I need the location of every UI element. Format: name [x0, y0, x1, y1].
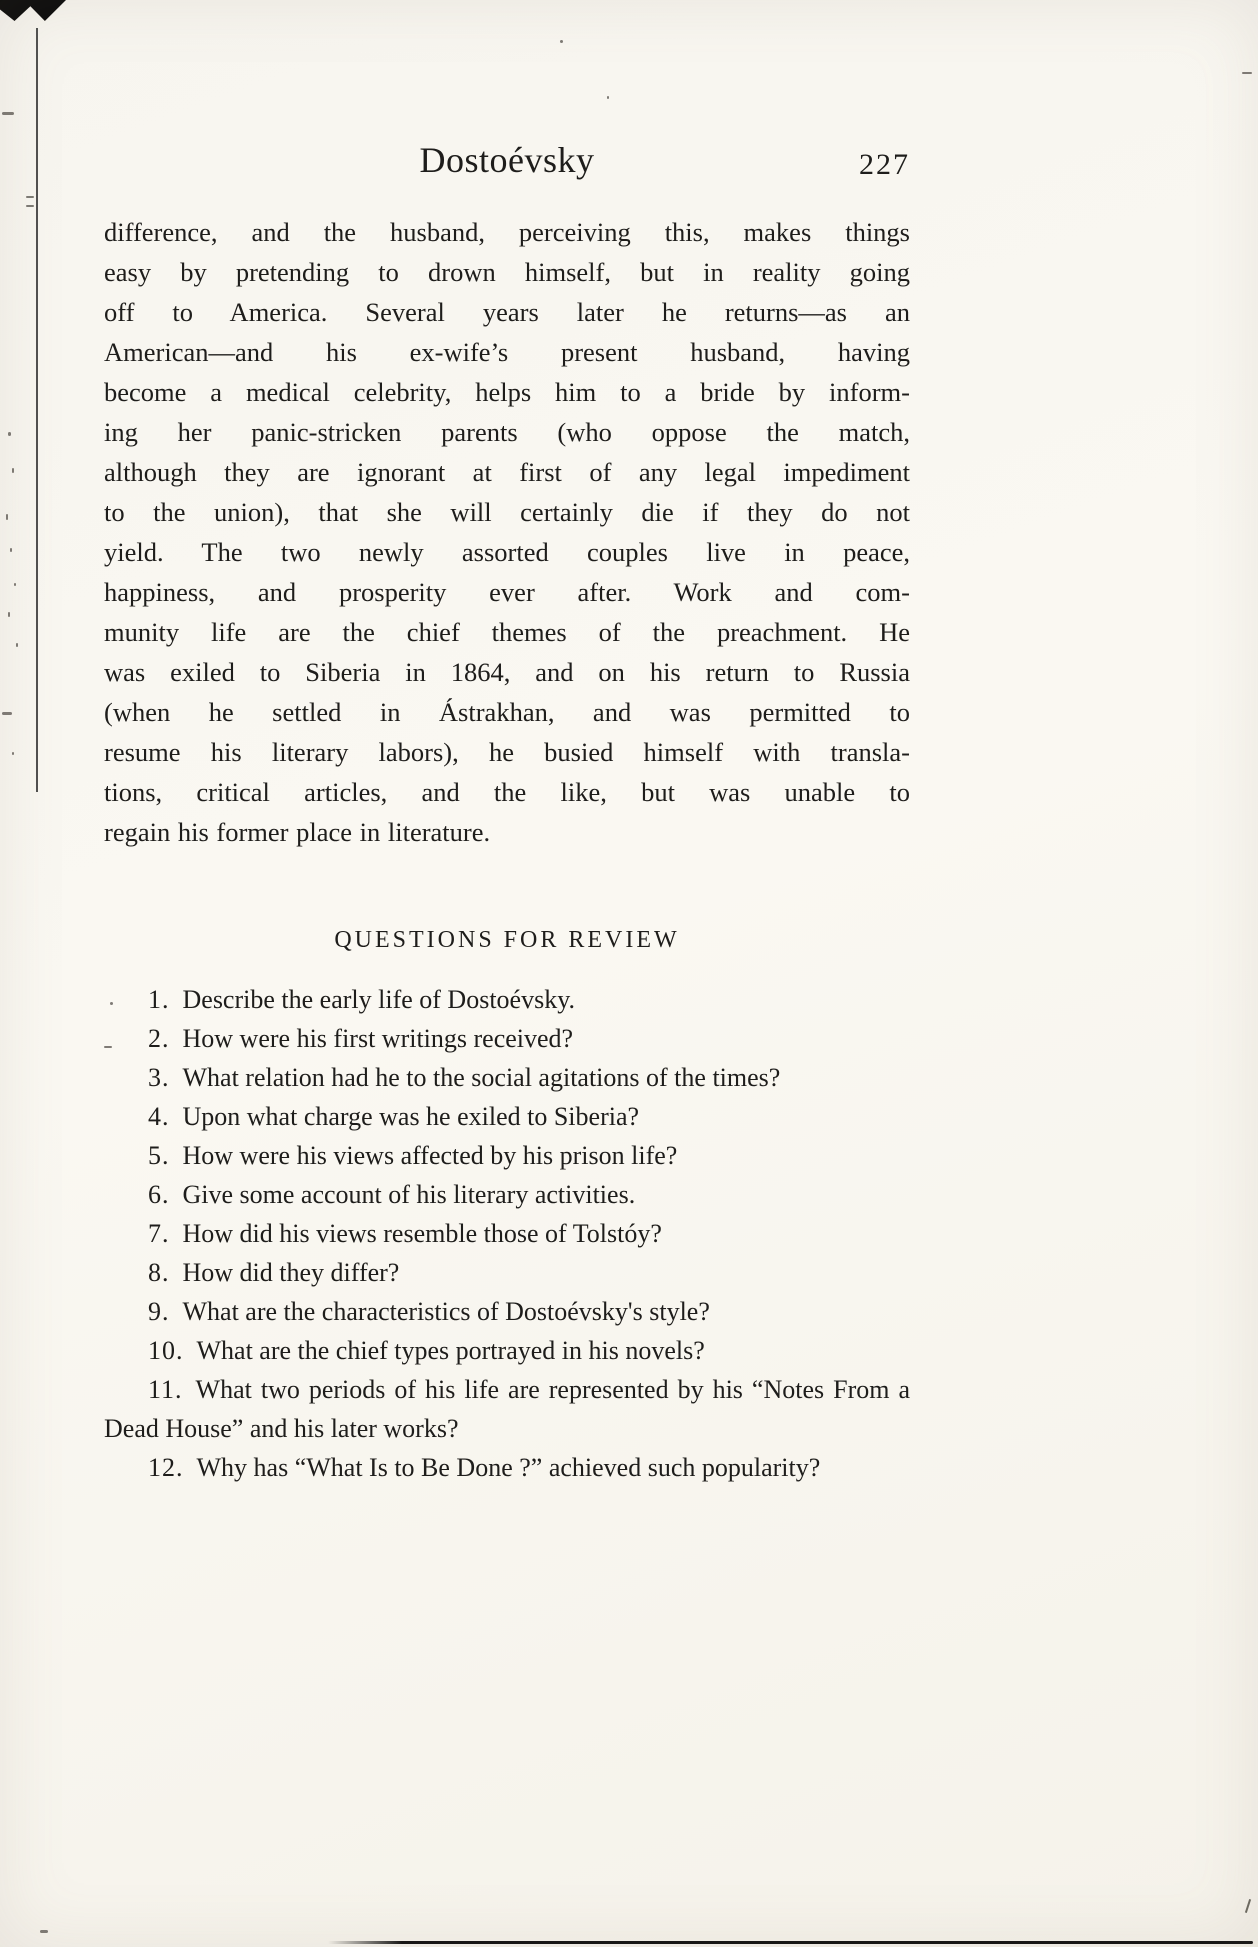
- margin-speck: [26, 196, 34, 198]
- question-number: 5.: [148, 1141, 170, 1170]
- paragraph-line: ing her panic-stricken parents (who oppose the match,: [104, 417, 910, 447]
- question-number: 9.: [148, 1297, 170, 1326]
- paragraph-line: to the union), that she will certainly die if they do not: [104, 497, 910, 527]
- question-item-4: [104, 1097, 910, 1136]
- question-item-8: [104, 1253, 910, 1292]
- margin-speck: [2, 112, 14, 115]
- question-item-11: [104, 1370, 910, 1448]
- question-item-1: [104, 980, 910, 1019]
- page-header: [104, 136, 910, 184]
- question-text: How did his views resemble those of Tolstóy?: [182, 1219, 662, 1248]
- margin-speck: [14, 583, 16, 586]
- page-title: Dostoévsky: [419, 140, 595, 180]
- page-number: 227: [859, 148, 910, 181]
- margin-speck: [10, 548, 12, 552]
- left-margin-rule: [36, 28, 38, 792]
- question-number: 11.: [148, 1375, 183, 1404]
- question-number: 3.: [148, 1063, 170, 1092]
- question-item-12: [104, 1448, 910, 1487]
- question-number: 7.: [148, 1219, 170, 1248]
- question-text: Give some account of his literary activities.: [182, 1180, 636, 1209]
- question-text: What two periods of his life are represented by his “Notes From a Dead House” and his later works?: [104, 1375, 910, 1443]
- paragraph-line: although they are ignorant at first of any legal impediment: [104, 457, 910, 487]
- question-item-6: [104, 1175, 910, 1214]
- paragraph-line: regain his former place in literature.: [104, 817, 491, 847]
- paragraph-line: happiness, and prosperity ever after. Work and com-: [104, 577, 910, 607]
- question-text: Upon what charge was he exiled to Siberia?: [182, 1102, 640, 1131]
- paragraph-line: munity life are the chief themes of the preachment. He: [104, 617, 910, 647]
- question-item-5: [104, 1136, 910, 1175]
- question-number: 8.: [148, 1258, 170, 1287]
- question-number: 6.: [148, 1180, 170, 1209]
- margin-speck: [12, 752, 14, 755]
- paragraph-line: off to America. Several years later he returns—as an: [104, 297, 910, 327]
- question-text: How were his first writings received?: [182, 1024, 574, 1053]
- question-item-2: [104, 1019, 910, 1058]
- margin-speck: [16, 643, 18, 647]
- margin-speck: [6, 514, 8, 520]
- question-item-10: [104, 1331, 910, 1370]
- paragraph-line: easy by pretending to drown himself, but in reality going: [104, 257, 910, 287]
- body-paragraph: [104, 212, 910, 852]
- question-item-3: [104, 1058, 910, 1097]
- paragraph-line: difference, and the husband, perceiving this, makes things: [104, 217, 910, 247]
- question-text: Why has “What Is to Be Done ?” achieved such popularity?: [196, 1453, 821, 1482]
- question-number: 12.: [148, 1453, 184, 1482]
- question-item-9: [104, 1292, 910, 1331]
- bottom-scan-line: [328, 1941, 1253, 1944]
- edge-speck: [1242, 72, 1252, 74]
- margin-speck: [8, 432, 11, 436]
- question-number: 4.: [148, 1102, 170, 1131]
- question-text: How were his views affected by his prison life?: [182, 1141, 678, 1170]
- margin-speck: [2, 712, 12, 715]
- margin-speck: [8, 612, 10, 617]
- section-heading: QUESTIONS FOR REVIEW: [334, 927, 680, 953]
- margin-speck: [40, 1930, 48, 1933]
- margin-speck: [12, 468, 14, 473]
- paragraph-line: resume his literary labors), he busied himself with transla-: [104, 737, 910, 767]
- paragraph-line: tions, critical articles, and the like, but was unable to: [104, 777, 910, 807]
- paragraph-line: become a medical celebrity, helps him to a bride by inform-: [104, 377, 910, 407]
- questions-list: [104, 980, 910, 1487]
- text-block: [104, 0, 910, 1487]
- question-number: 2.: [148, 1024, 170, 1053]
- page-corner-mark: [0, 0, 66, 21]
- question-text: What are the characteristics of Dostoévsky's style?: [182, 1297, 710, 1326]
- question-text: What relation had he to the social agitations of the times?: [182, 1063, 781, 1092]
- question-text: Describe the early life of Dostoévsky.: [182, 985, 576, 1014]
- question-text: What are the chief types portrayed in his novels?: [196, 1336, 705, 1365]
- paragraph-line: (when he settled in Ástrakhan, and was permitted to: [104, 697, 910, 727]
- question-number: 10.: [148, 1336, 184, 1365]
- paragraph-line: American—and his ex-wife’s present husband, having: [104, 337, 910, 367]
- edge-slash-mark: [1245, 1899, 1251, 1913]
- question-number: 1.: [148, 985, 170, 1014]
- paragraph-line: yield. The two newly assorted couples live in peace,: [104, 537, 910, 567]
- paragraph-line: was exiled to Siberia in 1864, and on his return to Russia: [104, 657, 910, 687]
- question-item-7: [104, 1214, 910, 1253]
- question-text: How did they differ?: [182, 1258, 400, 1287]
